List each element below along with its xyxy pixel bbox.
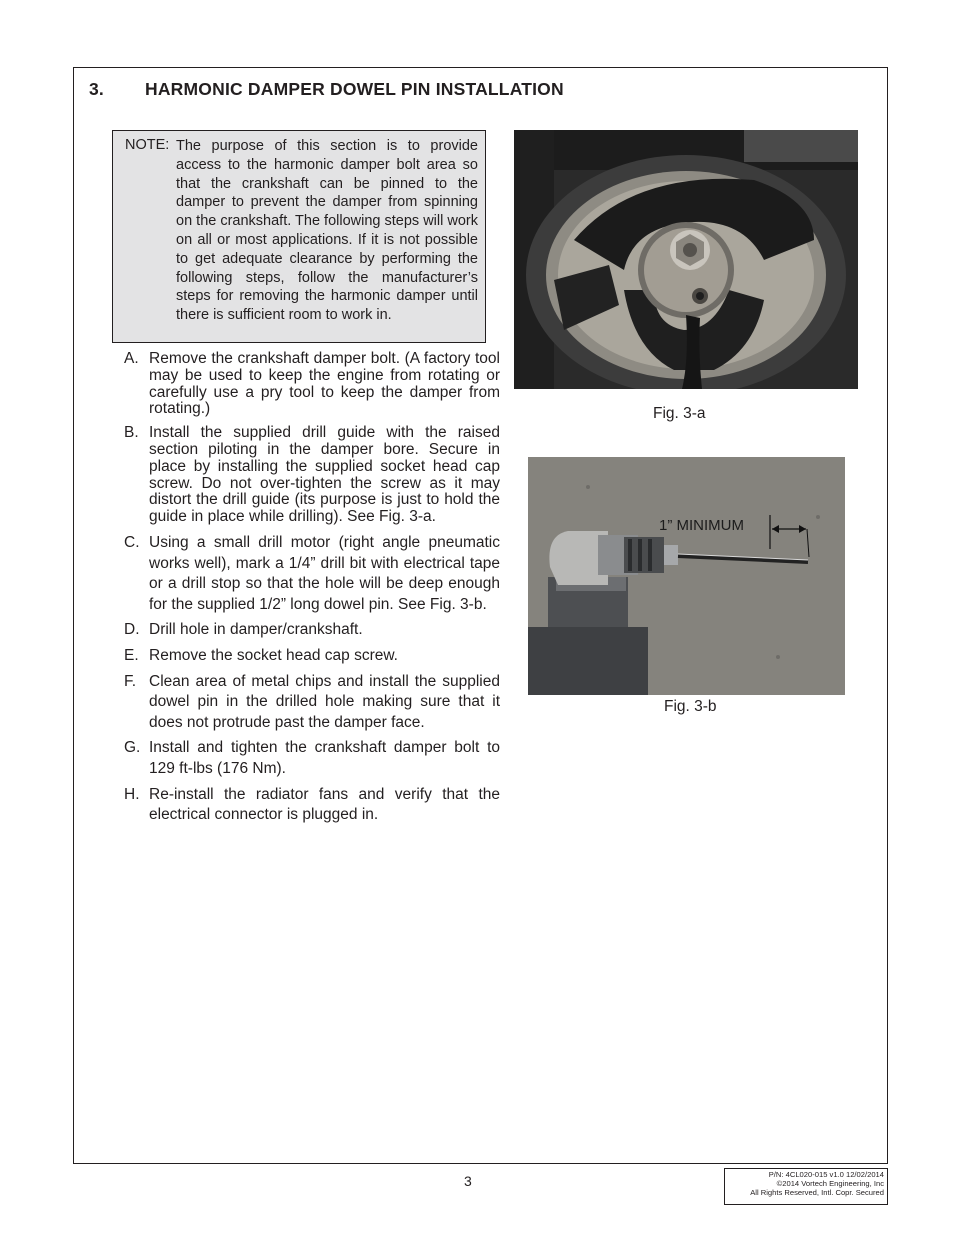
step-letter: D. (124, 621, 140, 639)
step-a (124, 351, 500, 418)
step-letter: F. (124, 672, 137, 690)
instruction-steps (124, 351, 500, 831)
step-e (124, 646, 500, 667)
footer-info-box (724, 1168, 888, 1205)
section-heading (89, 79, 564, 100)
step-text: Install the supplied drill guide with the raised section piloting in the damper bore. Secure in place by installing the supplied socket head cap screw. Do not over-tighten the screw as it may distort the drill guide (its purpose is just to hold the guide in place while drilling). See Fig. 3-a. (149, 424, 500, 526)
part-number: P/N: 4CL020-015 v1.0 12/02/2014 (768, 1170, 884, 1179)
section-title: HARMONIC DAMPER DOWEL PIN INSTALLATION (145, 79, 564, 99)
step-f (124, 672, 500, 734)
section-number: 3. (89, 79, 104, 99)
note-box (112, 130, 486, 343)
damper-drill-guide-illustration (514, 130, 858, 389)
note-label: NOTE: (125, 137, 170, 153)
step-h (124, 785, 500, 826)
step-letter: E. (124, 646, 139, 664)
step-letter: A. (124, 350, 139, 367)
minimum-depth-label: 1” MINIMUM (659, 517, 744, 534)
step-letter: B. (124, 424, 139, 442)
step-c (124, 533, 500, 615)
step-letter: C. (124, 533, 140, 551)
page-number: 3 (464, 1173, 472, 1189)
step-text: Re-install the radiator fans and verify that the electrical connector is plugged in. (149, 785, 500, 824)
figure-3a-photo (514, 130, 858, 389)
step-text: Drill hole in damper/crankshaft. (149, 621, 363, 639)
figure-3a-caption: Fig. 3-a (653, 405, 706, 422)
step-text: Using a small drill motor (right angle pneumatic works well), mark a 1/4” drill bit with electrical tape or a drill stop so that the hole will be deep enough for the supplied 1/2” long dowel pin. See Fig. 3-b. (149, 533, 500, 613)
step-text: Clean area of metal chips and install the supplied dowel pin in the drilled hole making sure that it does not protrude past the damper face. (149, 672, 500, 731)
step-text: Install and tighten the crankshaft damper bolt to 129 ft-lbs (176 Nm). (149, 739, 500, 777)
step-letter: H. (124, 785, 140, 803)
note-text: The purpose of this section is to provide access to the harmonic damper bolt area so that the crankshaft can be pinned to the damper to prevent the damper from spinning on the crankshaft. The following steps will work on all or most applications. If it is not possible to get adequate clearance by performing the following steps, follow the manufacturer’s steps for removing the harmonic damper until there is sufficient room to work in. (176, 138, 478, 324)
step-text: Remove the socket head cap screw. (149, 646, 398, 664)
figure-3b-photo (528, 457, 845, 695)
step-g (124, 738, 500, 779)
step-text: Remove the crankshaft damper bolt. (A factory tool may be used to keep the engine from rotating or carefully use a pry tool to keep the damper from rotating.) (149, 350, 500, 418)
step-letter: G. (124, 739, 141, 757)
figure-3b-caption: Fig. 3-b (664, 698, 717, 715)
step-b (124, 425, 500, 526)
step-d (124, 620, 500, 641)
rights-notice: All Rights Reserved, Intl. Copr. Secured (750, 1187, 884, 1197)
right-angle-drill-illustration (528, 457, 845, 695)
copyright: ©2014 Vortech Engineering, Inc (776, 1178, 884, 1188)
